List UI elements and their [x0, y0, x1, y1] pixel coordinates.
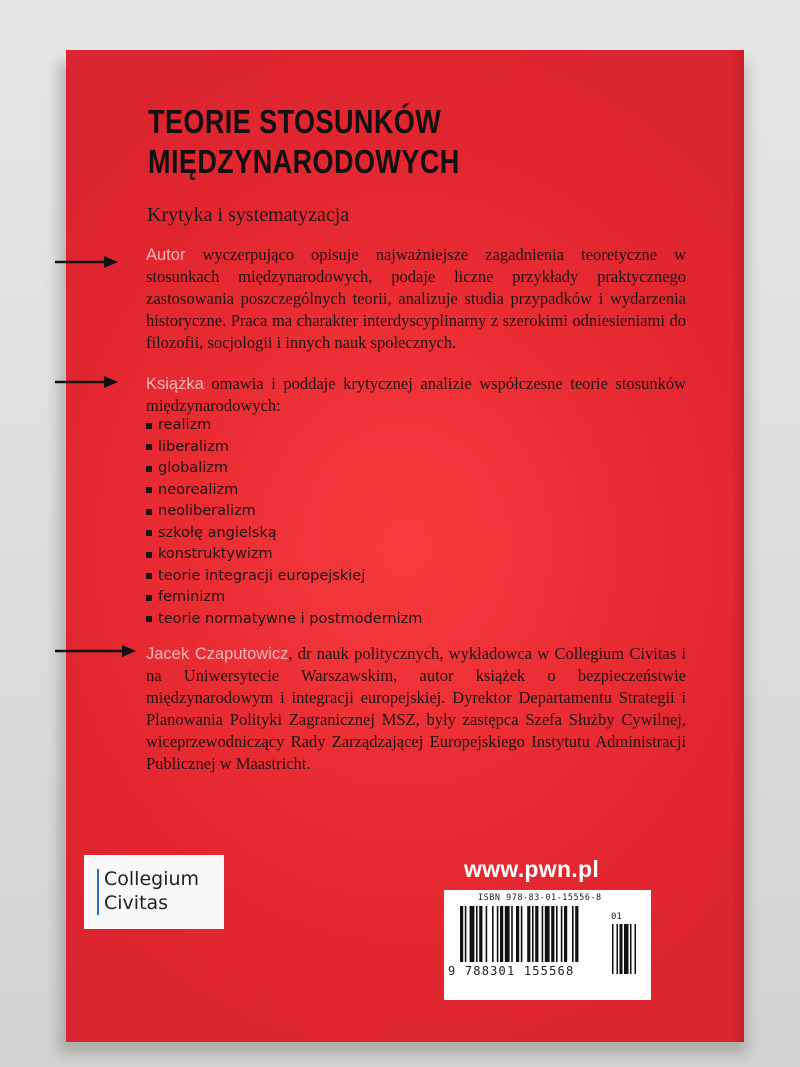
bullet-square-icon — [146, 509, 152, 515]
title-line-1: TEORIE STOSUNKÓW — [148, 103, 442, 140]
list-item: teorie integracji europejskiej — [146, 566, 422, 588]
paragraph-text: omawia i poddaje krytycznej analizie współczesne teorie stosunków międzynarodowych: — [146, 374, 686, 415]
barcode-bar — [572, 906, 574, 962]
barcode-bar — [505, 906, 510, 962]
list-item: globalizm — [146, 458, 422, 480]
bullet-square-icon — [146, 552, 152, 558]
bullet-square-icon — [146, 423, 152, 429]
barcode-bar — [564, 906, 567, 962]
list-item: realizm — [146, 415, 422, 437]
barcode-bar — [542, 906, 544, 962]
barcode-addon-bar — [617, 924, 619, 974]
bullet-square-icon — [146, 530, 152, 536]
barcode-bar — [532, 906, 534, 962]
book-back-cover — [66, 50, 744, 1042]
barcode-bar — [535, 906, 538, 962]
barcode-bar — [460, 906, 463, 962]
barcode-bar — [465, 906, 467, 962]
barcode-bar — [521, 906, 523, 962]
barcode-addon-bar — [630, 924, 632, 974]
barcode-bar — [551, 906, 554, 962]
barcode-bar — [575, 906, 578, 962]
barcode-bar — [470, 906, 475, 962]
paragraph-lead-autor: Autor — [146, 246, 186, 264]
list-item: feminizm — [146, 587, 422, 609]
paragraph-text: , dr nauk politycznych, wykładowca w Collegium Civitas i na Uniwersytecie Warszawskim, autor książek o bezpieczeństwie międzynarodowym i integracji europejskiej. Dyrektor Departamentu Strategii i Planowania Polityki Zagranicznej MSZ, były zastępca Szefa Służby Cywilnej, wiceprzewodniczący Rady Zarządzającej Europejskiego Instytutu Administracji Publicznej w Maastricht. — [146, 644, 686, 773]
barcode-bar — [561, 906, 563, 962]
barcode-bar — [486, 906, 488, 962]
barcode-bar — [500, 906, 503, 962]
arrow-pointer-2 — [0, 375, 66, 389]
bullet-square-icon — [146, 466, 152, 472]
list-item: liberalizm — [146, 437, 422, 459]
barcode-bar — [516, 906, 519, 962]
barcode-bar — [527, 906, 530, 962]
arrow-pointer-1 — [0, 255, 66, 269]
title-line-2: MIĘDZYNARODOWYCH — [148, 143, 460, 180]
bullet-square-icon — [146, 573, 152, 579]
list-item: konstruktywizm — [146, 544, 422, 566]
logo-text: Collegium Civitas — [104, 868, 200, 914]
list-item: neorealizm — [146, 480, 422, 502]
bullet-square-icon — [146, 444, 152, 450]
isbn-text: ISBN 978-83-01-15556-8 — [478, 893, 602, 903]
barcode-addon-bar — [612, 924, 614, 974]
barcode-bars — [444, 890, 651, 1000]
theories-list — [146, 415, 422, 630]
barcode-label — [444, 890, 651, 1000]
arrow-pointer-3 — [0, 644, 66, 658]
barcode-digits: 9 788301 155568 — [448, 964, 575, 978]
paragraph-text: wyczerpująco opisuje najważniejsze zagadnienia teoretyczne w stosunkach międzynarodowych, podaje liczne przykłady praktycznego zastosowania poszczególnych teorii, analizuje studia przypadków i wydarzenia historyczne. Praca ma charakter interdyscyplinarny z szerokimi odniesieniami do filozofii, socjologii i innych nauk społecznych. — [146, 245, 686, 352]
barcode-bar — [479, 906, 482, 962]
barcode-addon-bar — [635, 924, 637, 974]
barcode-bar — [545, 906, 550, 962]
list-item: neoliberalizm — [146, 501, 422, 523]
paragraph-author-summary — [146, 244, 686, 354]
barcode-bar — [492, 906, 494, 962]
paragraph-author-bio — [146, 643, 686, 775]
list-item: szkołę angielską — [146, 523, 422, 545]
bullet-square-icon — [146, 487, 152, 493]
arrow-right-icon — [0, 255, 130, 269]
list-item: teorie normatywne i postmodernizm — [146, 609, 422, 631]
publisher-url: www.pwn.pl — [464, 856, 600, 882]
barcode-bar — [497, 906, 499, 962]
paragraph-lead-ksiazka: Książka — [146, 375, 204, 393]
arrow-right-icon — [0, 375, 130, 389]
book-title — [148, 102, 460, 182]
collegium-civitas-logo — [84, 855, 224, 929]
paragraph-book-summary — [146, 373, 686, 417]
book-spine-edge — [732, 50, 744, 1042]
barcode-bar — [511, 906, 513, 962]
barcode-addon-digits: 01 — [611, 912, 622, 922]
author-name: Jacek Czaputowicz — [146, 645, 289, 663]
barcode-bar — [476, 906, 478, 962]
bullet-square-icon — [146, 595, 152, 601]
bullet-square-icon — [146, 616, 152, 622]
logo-accent-bar — [97, 869, 99, 915]
arrow-right-icon — [0, 644, 150, 658]
barcode-bar — [556, 906, 558, 962]
book-subtitle: Krytyka i systematyzacja — [147, 204, 350, 226]
barcode-addon-bar — [624, 924, 629, 974]
barcode-addon-bar — [620, 924, 623, 974]
